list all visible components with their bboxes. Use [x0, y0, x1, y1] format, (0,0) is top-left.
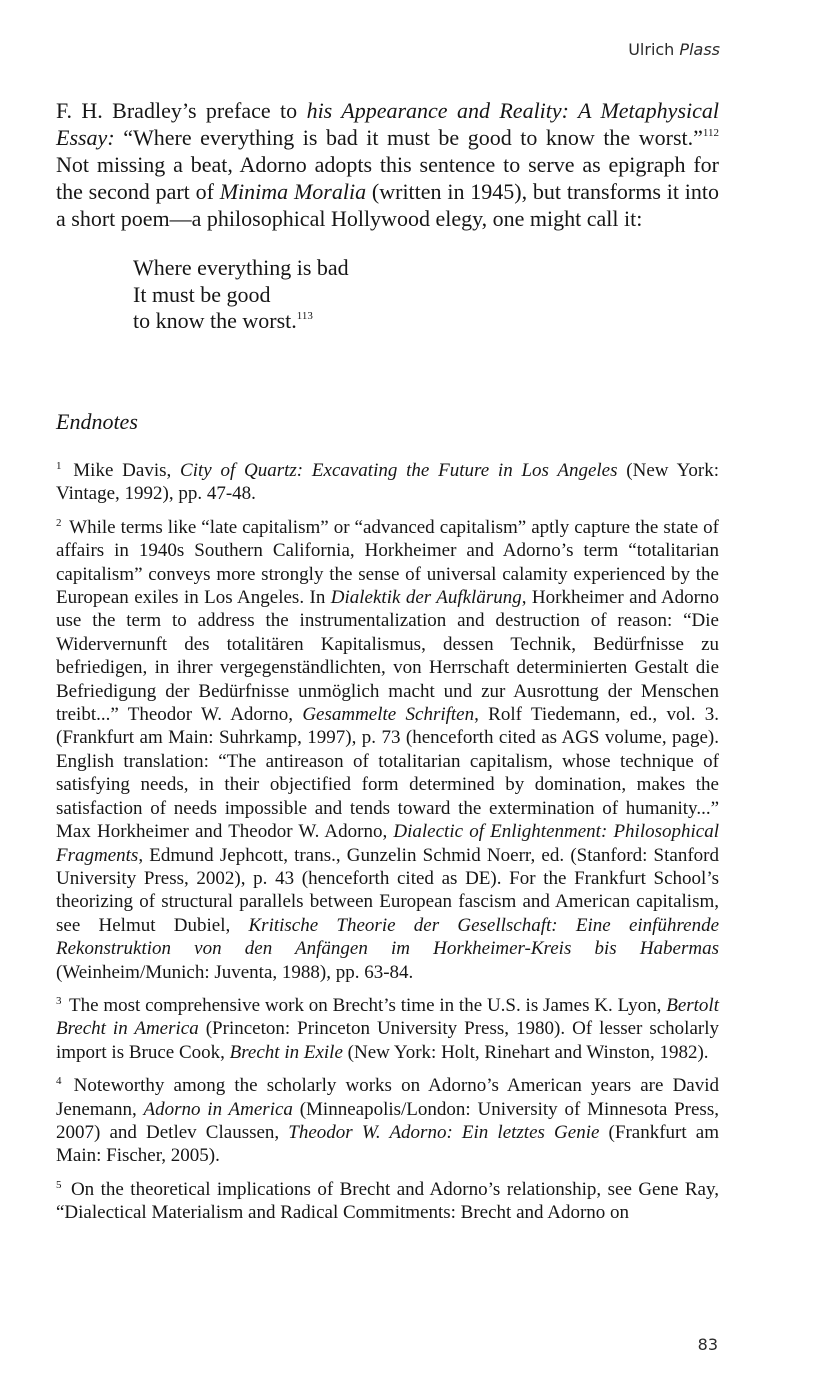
poem-line-1: Where everything is bad: [133, 255, 349, 280]
endnote-italic: Theodor W. Adorno: Ein letztes Genie: [288, 1121, 600, 1143]
endnote-number: 2: [56, 516, 62, 529]
intro-italic-2: Minima Moralia: [219, 179, 367, 204]
intro-text-3: Not missing a beat, Adorno adopts this sentence to serve as epigraph for the second part of: [56, 152, 719, 204]
endnote-number: 1: [56, 460, 62, 472]
endnote-italic: Adorno in America: [143, 1098, 293, 1120]
endnote-text: , Rolf Tiedemann, ed., vol. 3. (Frankfurt am Main: Suhrkamp, 1997), p. 73 (henceforth cited as AGS volume, page). English translation: “The antireason of totalitarian capitalism, whose technique of satisfying needs, in their objectified form determined by domination, makes the satisfaction of needs impossible and tends toward the extermination of humanity...” Max Horkheimer and Theodor W. Adorno,: [56, 704, 720, 843]
intro-text-1: F. H. Bradley’s preface to: [56, 98, 307, 123]
endnote-text: (Princeton: Princeton University Press, 1980). Of lesser scholarly import is Bruce Cook,: [56, 1018, 719, 1063]
endnote-text: (New York: Holt, Rinehart and Winston, 1982).: [342, 1041, 709, 1063]
page-number: 83: [697, 1335, 718, 1354]
endnote-italic: Dialectic of Enlightenment: Philosophical Fragments: [56, 821, 719, 866]
endnote-italic: Dialektik der Aufklärung: [330, 587, 522, 609]
endnote-number: 4: [56, 1075, 62, 1088]
intro-text-2: “Where everything is bad it must be good to know the worst.”: [114, 125, 703, 150]
endnote-italic: City of Quartz: Excavating the Future in Los Angeles: [180, 460, 618, 481]
endnote-text: The most comprehensive work on Brecht’s time in the U.S. is James K. Lyon,: [64, 994, 667, 1016]
endnote-4: [56, 1074, 719, 1168]
poem-line-3-text: to know the worst.: [133, 308, 297, 333]
endnote-2: [56, 516, 719, 984]
endnote-number: 3: [56, 994, 62, 1007]
endnote-text: (New York: Vintage, 1992), pp. 47-48.: [56, 460, 719, 505]
poem-line-3: [133, 308, 349, 335]
intro-text-4: (written in 1945), but transforms it into a short poem—a philosophical Hollywood elegy, one might call it:: [56, 179, 719, 231]
endnotes-heading: Endnotes: [56, 409, 138, 434]
endnote-text: (Weinheim/Munich: Juventa, 1988), pp. 63-84.: [56, 961, 414, 983]
endnote-1: [56, 459, 719, 506]
endnote-3: [56, 994, 719, 1064]
endnotes-list: [56, 459, 719, 1235]
author-first-name: Ulrich: [628, 40, 675, 59]
endnote-number: 5: [56, 1178, 62, 1191]
endnote-italic: Brecht in Exile: [229, 1041, 343, 1063]
endnote-text: Noteworthy among the scholarly works on Adorno’s American years are David Jenemann,: [56, 1075, 719, 1120]
endnote-italic: Bertolt Brecht in America: [56, 994, 719, 1040]
poem-line-2: It must be good: [133, 281, 271, 307]
intro-italic-1: his Appearance and Reality: A Metaphysical Essay:: [56, 98, 719, 150]
endnote-text: , Horkheimer and Adorno use the term to address the instrumentalization and destruction of reason: “Die Widervernunft des totalitären Kapitalismus, dessen Technik, Bedürfnisse zu befriedigen, in ihrer vergegenständlichten, von Herrschaft determinierten Gestalt die Befriedigung der Bedürfnisse unmöglich macht und zur Ausrottung der Menschen treibt...” Theodor W. Adorno,: [56, 587, 719, 726]
endnote-text: , Edmund Jephcott, trans., Gunzelin Schmid Noerr, ed. (Stanford: Stanford University Press, 2002), p. 43 (henceforth cited as DE). For the Frankfurt School’s theorizing of structural parallels between European fascism and American capitalism, see Helmut Dubiel,: [56, 844, 719, 936]
author-last-name: Plass: [679, 40, 720, 59]
endnote-text: While terms like “late capitalism” or “advanced capitalism” aptly capture the state of affairs in 1940s Southern California, Horkheimer and Adorno’s term “totalitarian capitalism” conveys more strongly the sense of universal calamity experienced by the European exiles in Los Angeles. In: [56, 516, 719, 609]
endnote-text: (Minneapolis/London: University of Minnesota Press, 2007) and Detlev Claussen,: [56, 1098, 719, 1143]
endnote-text: On the theoretical implications of Brecht and Adorno’s relationship, see Gene Ray, “Dialectical Materialism and Radical Commitments: Brecht and Adorno on: [56, 1178, 719, 1224]
footnote-ref-112: 112: [702, 127, 719, 139]
running-head: [628, 40, 720, 59]
endnote-italic: Kritische Theorie der Gesellschaft: Eine einführende Rekonstruktion von den Anfängen im Horkheimer-Kreis bis Habermas: [56, 914, 720, 960]
endnote-text: Mike Davis,: [64, 460, 181, 481]
endnote-italic: Gesammelte Schriften: [302, 704, 475, 726]
endnote-text: (Frankfurt am Main: Fischer, 2005).: [56, 1121, 719, 1167]
endnote-5: [56, 1178, 719, 1225]
poem-epigraph: [133, 255, 349, 335]
intro-paragraph: [56, 97, 719, 232]
footnote-ref-113: 113: [296, 310, 313, 322]
